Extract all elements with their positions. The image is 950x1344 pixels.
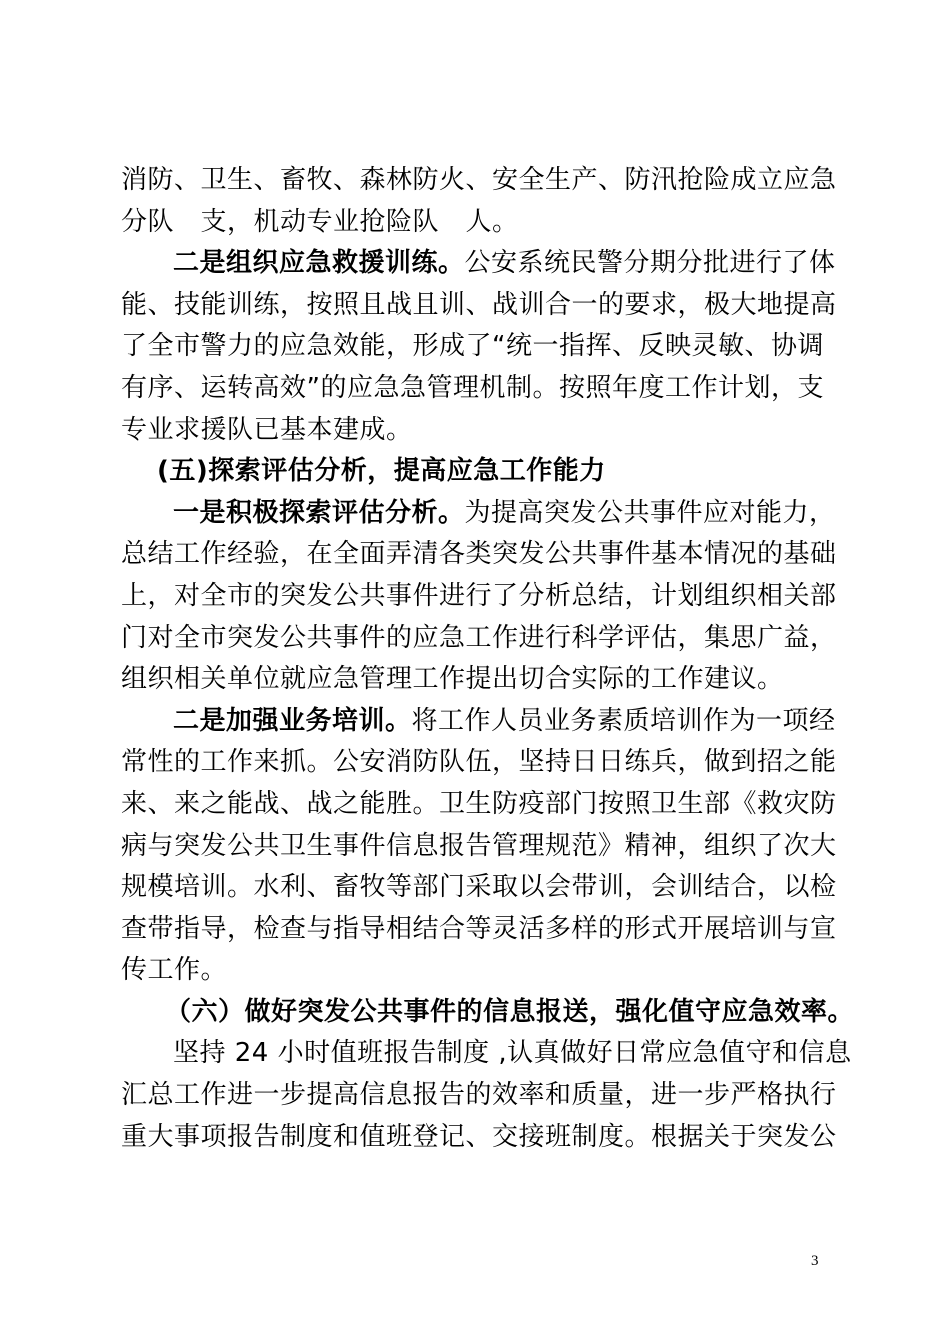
text-line: 重大事项报告制度和值班登记、交接班制度。根据关于突发公 xyxy=(121,1121,837,1152)
text-line: 消防、卫生、畜牧、森林防火、安全生产、防汛抢险成立应急 xyxy=(121,165,837,195)
text-line: 查带指导，检查与指导相结合等灵活多样的形式开展培训与宣 xyxy=(121,913,837,944)
page-number: 3 xyxy=(811,1253,819,1269)
section-heading: (五)探索评估分析，提高应急工作能力 xyxy=(157,456,606,487)
text-line: 病与突发公共卫生事件信息报告管理规范》精神，组织了次大 xyxy=(121,830,837,861)
lead-phrase: 二是组织应急救援训练。 xyxy=(173,248,465,279)
lead-phrase: 一是积极探索评估分析。 xyxy=(173,497,465,528)
paragraph-start: 一是积极探索评估分析。为提高突发公共事件应对能力， xyxy=(173,497,836,528)
text-line: 专业求援队已基本建成。 xyxy=(121,414,413,445)
text-line: 组织相关单位就应急管理工作提出切合实际的工作建议。 xyxy=(121,664,784,695)
text-line: 门对全市突发公共事件的应急工作进行科学评估，集思广益， xyxy=(121,622,837,653)
text-line: 分队 支，机动专业抢险队 人。 xyxy=(121,206,519,237)
paragraph-start: 坚持 24 小时值班报告制度 ,认真做好日常应急值守和信息 xyxy=(173,1038,852,1069)
text-line: 来、来之能战、战之能胜。卫生防疫部门按照卫生部《救灾防 xyxy=(121,788,837,819)
text-line: 常性的工作来抓。公安消防队伍，坚持日日练兵，做到招之能 xyxy=(121,747,837,778)
text-line: 规模培训。水利、畜牧等部门采取以会带训，会训结合，以检 xyxy=(121,872,837,903)
text-line: 传工作。 xyxy=(121,955,228,986)
text-line: 上，对全市的突发公共事件进行了分析总结，计划组织相关部 xyxy=(121,580,837,611)
section-heading: （六）做好突发公共事件的信息报送，强化值守应急效率。 xyxy=(165,996,855,1027)
body-text xyxy=(121,160,855,1158)
text-line: 总结工作经验，在全面弄清各类突发公共事件基本情况的基础 xyxy=(121,539,837,570)
lead-phrase: 二是加强业务培训。 xyxy=(173,705,412,736)
paragraph-start: 二是组织应急救援训练。公安系统民警分期分批进行了体 xyxy=(173,248,836,279)
text-line: 有序、运转高效”的应急急管理机制。按照年度工作计划，支 xyxy=(121,372,824,403)
text-line: 汇总工作进一步提高信息报告的效率和质量，进一步严格执行 xyxy=(121,1080,837,1111)
text-line: 了全市警力的应急效能，形成了“统一指挥、反映灵敏、协调 xyxy=(121,331,824,362)
paragraph-start: 二是加强业务培训。将工作人员业务素质培训作为一项经 xyxy=(173,705,836,736)
text-line: 能、技能训练，按照且战且训、战训合一的要求，极大地提高 xyxy=(121,289,837,320)
